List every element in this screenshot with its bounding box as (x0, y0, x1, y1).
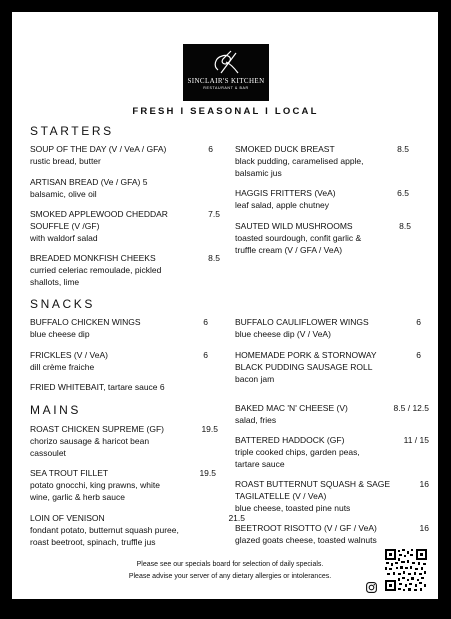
item-name: SOUP OF THE DAY (V / VeA / GFA) (30, 144, 167, 154)
section-mains: MAINS (30, 403, 82, 417)
menu-item (30, 467, 218, 503)
item-name: BEETROOT RISOTTO (V / GF / VeA) (235, 523, 377, 533)
item-name: ROAST BUTTERNUT SQUASH & SAGE (235, 479, 391, 489)
item-desc: rustic bread, butter (30, 156, 101, 166)
menu-item (30, 208, 220, 244)
menu-item (30, 252, 220, 288)
item-price: 6 (416, 317, 421, 327)
menu-item (30, 143, 215, 167)
logo (183, 44, 269, 101)
item-price: 6 (208, 144, 213, 154)
section-snacks: SNACKS (30, 297, 95, 311)
item-price: 6 (203, 317, 208, 327)
instagram-icon[interactable] (366, 582, 377, 593)
item-name: FRICKLES (V / VeA) (30, 350, 108, 360)
item-name: SMOKED DUCK BREAST (235, 144, 335, 154)
tagline: FRESH I SEASONAL I LOCAL (132, 106, 319, 117)
menu-item (30, 512, 245, 548)
item-desc: balsamic jus (235, 168, 282, 178)
item-price: 8.5 (208, 253, 220, 263)
item-name: FRIED WHITEBAIT, tartare sauce 6 (30, 382, 165, 392)
item-desc: fondant potato, butternut squash puree, (30, 525, 179, 535)
item-price: 11 / 15 (403, 435, 429, 445)
item-desc: cassoulet (30, 448, 66, 458)
item-price: 6 (203, 350, 208, 360)
item-name: BATTERED HADDOCK (GF) (235, 435, 345, 445)
footer-notes (90, 559, 370, 583)
footer-specials: Please see our specials board for selection of daily specials. (136, 561, 324, 568)
menu-item (30, 423, 218, 459)
item-desc: with waldorf salad (30, 233, 98, 243)
item-desc: curried celeriac remoulade, pickled (30, 265, 162, 275)
section-starters: STARTERS (30, 124, 114, 138)
item-name: BUFFALO CAULIFLOWER WINGS (235, 317, 369, 327)
item-price: 8.5 (399, 221, 411, 231)
item-name: BREADED MONKFISH CHEEKS (30, 253, 156, 263)
item-name: BAKED MAC 'N' CHEESE (V) (235, 403, 348, 413)
footer-allergies: Please advise your server of any dietary allergies or intolerances. (128, 573, 332, 580)
item-price: 8.5 / 12.5 (393, 403, 429, 413)
item-desc: potato gnocchi, king prawns, white (30, 480, 160, 490)
menu-item (235, 143, 409, 179)
brand-name: SINCLAIR'S KITCHEN (187, 77, 265, 85)
menu-item (235, 187, 409, 211)
menu-item (235, 522, 429, 546)
item-name: SAUTED WILD MUSHROOMS (235, 221, 353, 231)
item-desc: triple cooked chips, garden peas, (235, 447, 360, 457)
menu-item (30, 176, 215, 200)
item-desc: leaf salad, apple chutney (235, 200, 330, 210)
item-desc: bacon jam (235, 374, 275, 384)
item-desc: chorizo sausage & haricot bean (30, 436, 150, 446)
item-price: 6.5 (397, 188, 409, 198)
item-desc: tartare sauce (235, 459, 285, 469)
item-price: 8.5 (397, 144, 409, 154)
item-desc: TAGILATELLE (V / VeA) (235, 491, 327, 501)
brand-sub: RESTAURANT & BAR (203, 86, 249, 90)
item-price: 16 (419, 479, 429, 489)
item-desc: shallots, lime (30, 277, 80, 287)
item-desc: roast beetroot, spinach, truffle jus (30, 537, 156, 547)
item-price: 7.5 (208, 209, 220, 219)
item-desc: blue cheese dip (V / VeA) (235, 329, 331, 339)
item-price: 19.5 (199, 468, 216, 478)
item-name: ARTISAN BREAD (Ve / GFA) 5 (30, 177, 148, 187)
item-price: 16 (419, 523, 429, 533)
item-desc: wine, garlic & herb sauce (30, 492, 125, 502)
item-desc: salad, fries (235, 415, 277, 425)
menu-item (235, 349, 421, 385)
item-name: LOIN OF VENISON (30, 513, 105, 523)
menu-item (235, 220, 411, 256)
menu-item (235, 434, 429, 470)
item-desc: toasted sourdough, confit garlic & (235, 233, 362, 243)
item-desc: truffle cream (V / GFA / VeA) (235, 245, 343, 255)
item-desc: blue cheese, toasted pine nuts (235, 503, 351, 513)
item-name: BUFFALO CHICKEN WINGS (30, 317, 141, 327)
item-price: 19.5 (201, 424, 218, 434)
qr-code[interactable] (384, 548, 428, 592)
logo-monogram-icon (209, 48, 243, 76)
item-desc: BLACK PUDDING SAUSAGE ROLL (235, 362, 373, 372)
item-name: HAGGIS FRITTERS (VeA) (235, 188, 336, 198)
menu-item (30, 349, 208, 373)
item-name: ROAST CHICKEN SUPREME (GF) (30, 424, 164, 434)
menu-item (235, 478, 429, 514)
menu-item (235, 316, 421, 340)
item-desc: SOUFFLE (V /GF) (30, 221, 100, 231)
menu-item (30, 381, 220, 393)
item-name: HOMEMADE PORK & STORNOWAY (235, 350, 377, 360)
item-desc: blue cheese dip (30, 329, 90, 339)
item-name: SEA TROUT FILLET (30, 468, 109, 478)
item-name: SMOKED APPLEWOOD CHEDDAR (30, 209, 168, 219)
item-desc: glazed goats cheese, toasted walnuts (235, 535, 377, 545)
item-desc: black pudding, caramelised apple, (235, 156, 364, 166)
item-desc: balsamic, olive oil (30, 189, 97, 199)
item-price: 21.5 (228, 513, 245, 523)
menu-item (30, 316, 208, 340)
menu-item (235, 402, 429, 426)
item-price: 6 (416, 350, 421, 360)
item-desc: dill crème fraiche (30, 362, 95, 372)
